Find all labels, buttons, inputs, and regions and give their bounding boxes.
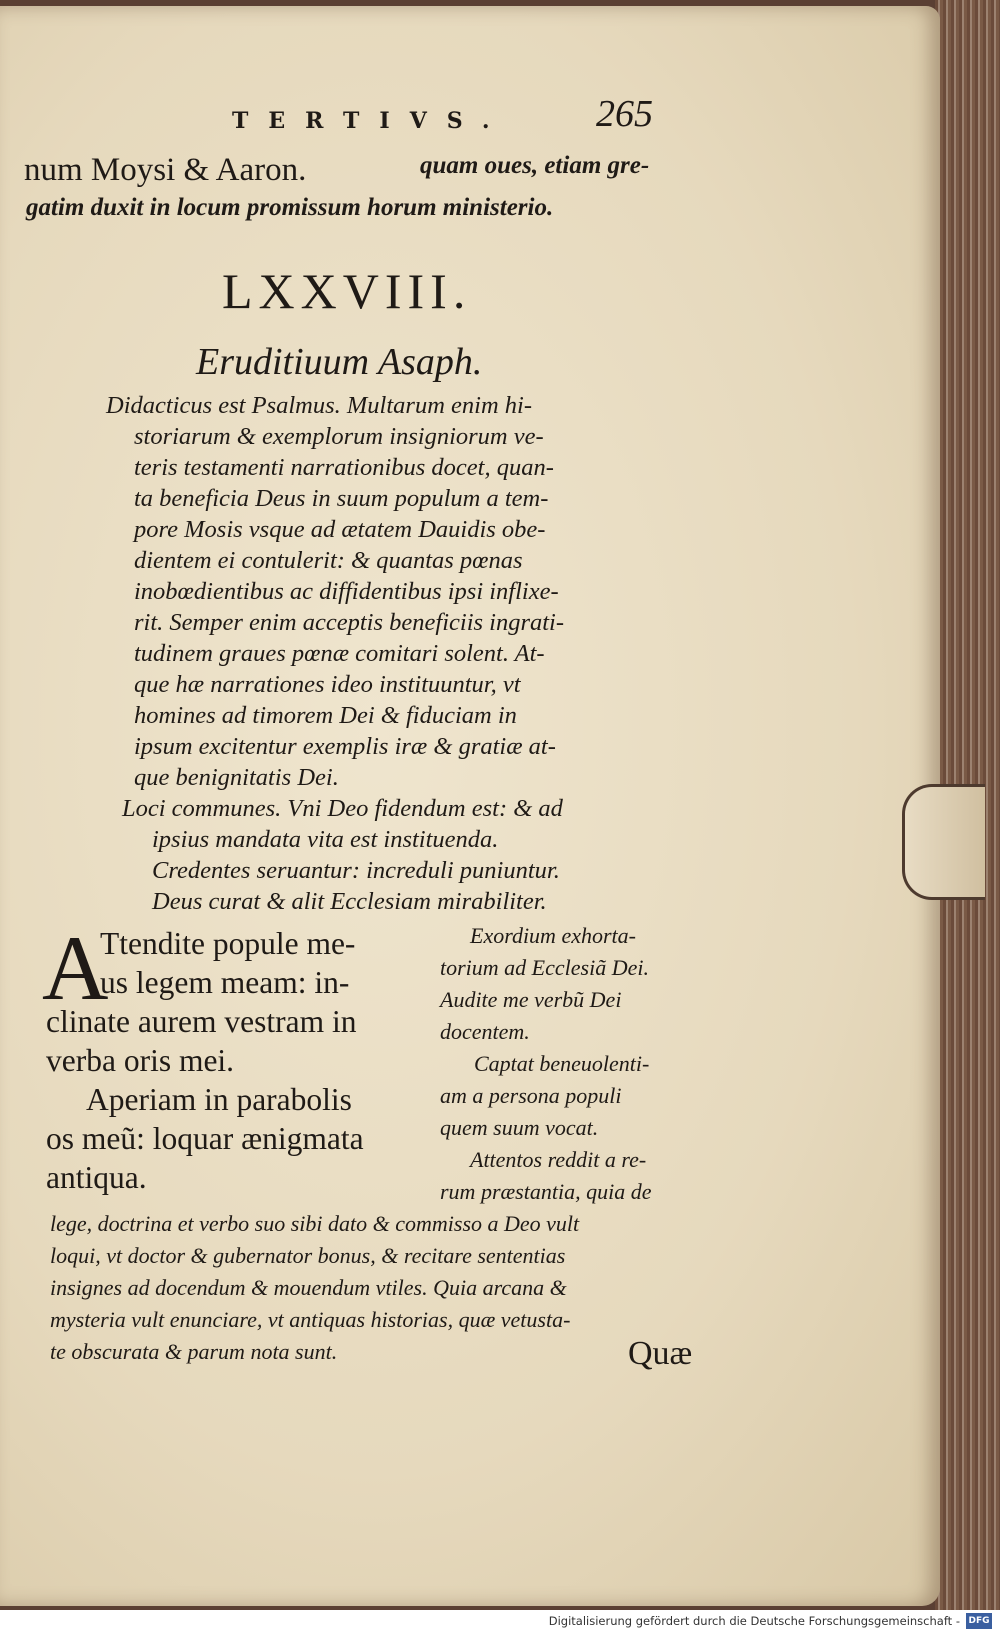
loci-line: Credentes seruantur: increduli puniuntur. (152, 857, 560, 884)
side-note-line: Exordium exhorta- (470, 923, 636, 948)
side-note-line: Audite me verbũ Dei (440, 987, 622, 1012)
side-note-line: docentem. (440, 1019, 530, 1044)
commentary-line: loqui, vt doctor & gubernator bonus, & recitare sententias (50, 1243, 566, 1268)
carryover-line-1-left: num Moysi & Aaron. (24, 152, 307, 188)
side-note-line: rum præstantia, quia de (440, 1179, 652, 1204)
argument-line: pore Mosis vsque ad ætatem Dauidis obe- (134, 516, 546, 543)
commentary-line: lege, doctrina et verbo suo sibi dato & commisso a Deo vult (50, 1211, 580, 1236)
side-note-line: torium ad Ecclesiã Dei. (440, 955, 649, 980)
psalm-text-line: verba oris mei. (46, 1043, 235, 1078)
dfg-logo-icon: DFG (966, 1613, 992, 1629)
running-title: TERTIVS. (232, 108, 510, 134)
argument-line: ipsum excitentur exemplis iræ & gratiæ at- (134, 733, 556, 760)
carryover-line-2: gatim duxit in locum promissum horum ministerio. (26, 194, 554, 221)
page-number: 265 (596, 93, 653, 135)
psalm-number: LXXVIII. (222, 263, 472, 319)
argument-line: teris testamenti narrationibus docet, quan- (134, 454, 554, 481)
psalm-title: Eruditiuum Asaph. (196, 341, 483, 383)
psalm-text-line: Ttendite popule me- (100, 926, 356, 961)
argument-line: rit. Semper enim acceptis beneficiis ingrati- (134, 609, 565, 636)
drop-cap: A (42, 917, 109, 1019)
argument-line: Didacticus est Psalmus. Multarum enim hi- (106, 392, 532, 419)
commentary-line: insignes ad docendum & mouendum vtiles. Quia arcana & (50, 1275, 567, 1300)
side-note-line: am a persona populi (440, 1083, 622, 1108)
catchword: Quæ (628, 1335, 693, 1372)
side-note-line: quem suum vocat. (440, 1115, 599, 1140)
loci-line: Loci communes. Vni Deo fidendum est: & ad (122, 795, 563, 822)
argument-line: storiarum & exemplorum insigniorum ve- (134, 423, 544, 450)
side-note-line: Attentos reddit a re- (470, 1147, 647, 1172)
footer-credit: Digitalisierung gefördert durch die Deutsche Forschungsgemeinschaft - (548, 1614, 960, 1628)
psalm-text-line: os meũ: loquar ænigmata (46, 1121, 364, 1156)
psalm-text-line: us legem meam: in- (100, 965, 350, 1000)
loci-line: Deus curat & alit Ecclesiam mirabiliter. (152, 888, 547, 915)
argument-line: ta beneficia Deus in suum populum a tem- (134, 485, 549, 512)
argument-line: que benignitatis Dei. (134, 764, 339, 791)
loci-line: ipsius mandata vita est instituenda. (152, 826, 499, 853)
book-clasp (902, 784, 985, 900)
psalm-text-line: antiqua. (46, 1160, 147, 1195)
psalm-text-line: clinate aurem vestram in (46, 1004, 357, 1039)
commentary-line: te obscurata & parum nota sunt. (50, 1339, 338, 1364)
psalm-text-line: Aperiam in parabolis (86, 1082, 352, 1117)
argument-line: tudinem graues pœnæ comitari solent. At- (134, 640, 545, 667)
commentary-line: mysteria vult enunciare, vt antiquas historias, quæ vetusta- (50, 1307, 571, 1332)
argument-line: homines ad timorem Dei & fiduciam in (134, 702, 517, 729)
argument-line: inobœdientibus ac diffidentibus ipsi inflixe- (134, 578, 559, 605)
argument-line: dientem ei contulerit: & quantas pœnas (134, 547, 523, 574)
argument-line: que hæ narrationes ideo instituuntur, vt (134, 671, 521, 698)
side-note-line: Captat beneuolenti- (474, 1051, 650, 1076)
digitization-footer (0, 1610, 1000, 1635)
carryover-line-1-right: quam oues, etiam gre- (420, 152, 650, 179)
